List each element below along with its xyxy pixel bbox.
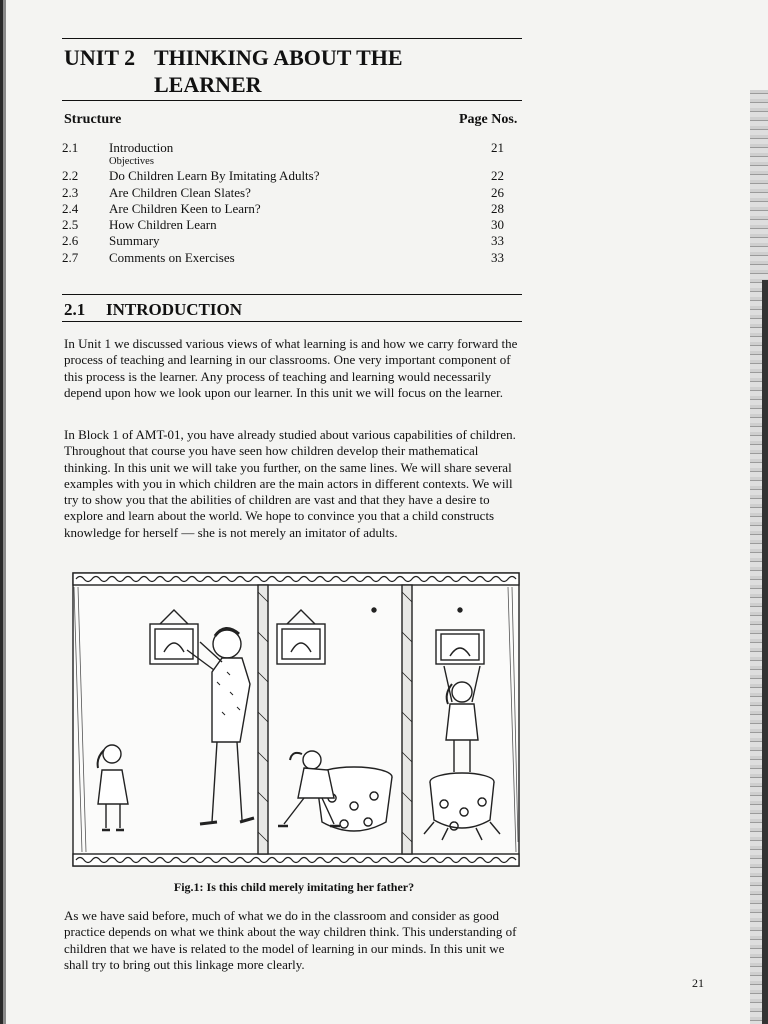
toc-item: 2.5 How Children Learn 30 bbox=[62, 217, 504, 233]
section-rule-bottom bbox=[62, 321, 522, 322]
toc-item: 2.6 Summary 33 bbox=[62, 233, 504, 249]
unit-title-line2: LEARNER bbox=[154, 72, 262, 97]
unit-title-line1: THINKING ABOUT THE bbox=[154, 45, 403, 70]
toc-item: 2.1 Introduction 21 bbox=[62, 140, 504, 155]
table-of-contents bbox=[62, 140, 504, 266]
toc-item: 2.2 Do Children Learn By Imitating Adults? 22 bbox=[62, 168, 504, 184]
toc-subitem: Objectives bbox=[109, 156, 154, 168]
figure-illustration bbox=[72, 572, 520, 867]
unit-number: UNIT 2 bbox=[64, 45, 136, 70]
intro-paragraph-2: In Block 1 of AMT-01, you have already studied about various capabilities of children. Throughout that course you have seen how children develop their mathematical thinking. In this unit we will take you further, on the same lines. We will share several examples with you in which children are the main actors in different contexts. We will try to show you that the abilities of children are vast and that they have a desire to explore and learn about the world. We hope to convince you that a child constructs knowledge for herself — she is not merely an imitator of adults. bbox=[64, 427, 516, 540]
scan-edge-right-dark bbox=[762, 280, 768, 1024]
closing-paragraph: As we have said before, much of what we do in the classroom and consider as good practice depends on what we think about the way children think. This understanding of children that we have is related to the model of learning in our minds. In this unit we shall try to bring out this linkage more clearly. bbox=[64, 908, 517, 972]
section-rule-top bbox=[62, 294, 522, 295]
intro-paragraph-1: In Unit 1 we discussed various views of what learning is and how we carry forward the process of teaching and learning in our classrooms. One very important component of this process is the learner. Any process of teaching and learning would necessarily depend upon how we look upon our learner. In this unit we will focus on the learner. bbox=[64, 336, 518, 400]
page-nos-heading: Page Nos. bbox=[459, 112, 518, 127]
section-title: INTRODUCTION bbox=[106, 300, 243, 319]
page-number: 21 bbox=[692, 976, 704, 990]
toc-item: 2.7 Comments on Exercises 33 bbox=[62, 249, 504, 265]
figure-caption: Fig.1: Is this child merely imitating her father? bbox=[173, 880, 415, 894]
toc-item: 2.4 Are Children Keen to Learn? 28 bbox=[62, 200, 504, 216]
structure-heading: Structure bbox=[64, 112, 122, 127]
section-heading bbox=[64, 300, 242, 320]
top-rule bbox=[62, 38, 522, 39]
toc-item: 2.3 Are Children Clean Slates? 26 bbox=[62, 184, 504, 200]
title-rule bbox=[62, 100, 522, 101]
scan-edge-left bbox=[0, 0, 10, 1024]
section-number: 2.1 bbox=[64, 300, 86, 319]
unit-title bbox=[64, 44, 524, 98]
